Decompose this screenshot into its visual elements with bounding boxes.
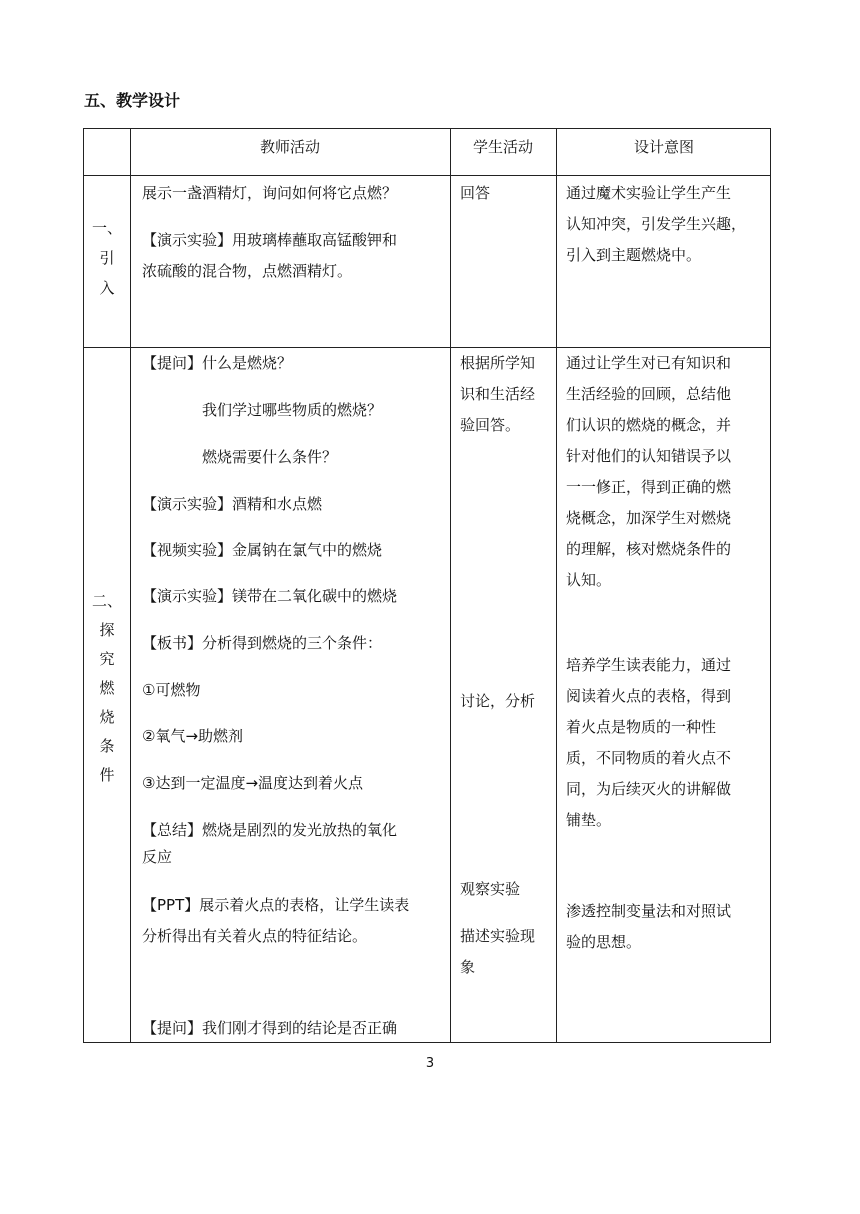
stage-char: 入 bbox=[99, 279, 115, 297]
intent-line: 通过魔术实验让学生产生 bbox=[566, 184, 732, 202]
intent-line: 针对他们的认知错误予以 bbox=[566, 447, 732, 465]
intent-line: 阅读着火点的表格，得到 bbox=[566, 687, 732, 705]
intent-line: 引入到主题燃烧中。 bbox=[566, 246, 702, 264]
intent-line: 培养学生读表能力，通过 bbox=[566, 656, 732, 674]
student-line: 回答 bbox=[460, 184, 491, 202]
student-line: 验回答。 bbox=[460, 416, 521, 434]
student-line: 观察实验 bbox=[460, 880, 521, 898]
intent-line: 认知。 bbox=[566, 571, 612, 589]
teacher-line: 【演示实验】用玻璃棒蘸取高锰酸钾和 bbox=[142, 231, 398, 249]
intent-line: 生活经验的回顾，总结他 bbox=[566, 385, 732, 403]
intent-line: 着火点是物质的一种性 bbox=[566, 718, 717, 736]
teacher-line: ①可燃物 bbox=[142, 681, 201, 699]
teacher-line: 【提问】我们刚才得到的结论是否正确 bbox=[142, 1019, 398, 1037]
stage-char: 引 bbox=[99, 249, 115, 267]
teacher-line: 【提问】什么是燃烧？ bbox=[142, 354, 293, 372]
table-divider bbox=[556, 129, 557, 1042]
stage-char: 一、 bbox=[91, 219, 122, 237]
stage-char: 探 bbox=[99, 621, 115, 639]
header-student-activity: 学生活动 bbox=[472, 138, 533, 156]
teacher-line: 【演示实验】镁带在二氧化碳中的燃烧 bbox=[142, 587, 398, 605]
page-number: 3 bbox=[425, 1056, 435, 1071]
teaching-design-table bbox=[83, 128, 771, 1043]
intent-line: 一一修正，得到正确的燃 bbox=[566, 478, 732, 496]
header-design-intent: 设计意图 bbox=[633, 138, 694, 156]
intent-line: 铺垫。 bbox=[566, 811, 612, 829]
student-line: 识和生活经 bbox=[460, 385, 536, 403]
teacher-line: 【总结】燃烧是剧烈的发光放热的氧化 bbox=[142, 821, 398, 839]
teacher-line: ③达到一定温度→温度达到着火点 bbox=[142, 774, 364, 792]
header-teacher-activity: 教师活动 bbox=[259, 138, 320, 156]
teacher-line: 分析得出有关着火点的特征结论。 bbox=[142, 927, 368, 945]
teacher-line: ②氧气→助燃剂 bbox=[142, 727, 244, 745]
stage-char: 燃 bbox=[99, 679, 115, 697]
table-divider bbox=[450, 129, 451, 1042]
intent-line: 认知冲突，引发学生兴趣， bbox=[566, 215, 747, 233]
stage-label-intro bbox=[85, 213, 129, 303]
intent-line: 同，为后续灭火的讲解做 bbox=[566, 780, 732, 798]
teacher-line: 燃烧需要什么条件？ bbox=[202, 448, 338, 466]
intent-line: 验的思想。 bbox=[566, 933, 642, 951]
stage-char: 二、 bbox=[91, 592, 122, 610]
student-line: 讨论，分析 bbox=[460, 692, 536, 710]
teacher-line: 反应 bbox=[142, 848, 173, 866]
stage-char: 条 bbox=[99, 737, 115, 755]
stage-label-explore bbox=[85, 587, 129, 790]
teacher-line: 【板书】分析得到燃烧的三个条件： bbox=[142, 634, 383, 652]
intent-line: 渗透控制变量法和对照试 bbox=[566, 902, 732, 920]
table-divider bbox=[130, 129, 131, 1042]
intent-line: 通过让学生对已有知识和 bbox=[566, 354, 732, 372]
teacher-line: 我们学过哪些物质的燃烧？ bbox=[202, 401, 383, 419]
stage-char: 件 bbox=[99, 766, 115, 784]
intent-line: 烧概念，加深学生对燃烧 bbox=[566, 509, 732, 527]
student-line: 根据所学知 bbox=[460, 354, 536, 372]
stage-char: 究 bbox=[99, 650, 115, 668]
teacher-line: 【PPT】展示着火点的表格，让学生读表 bbox=[142, 896, 410, 914]
teacher-line: 展示一盏酒精灯，询问如何将它点燃？ bbox=[142, 184, 398, 202]
intent-line: 质，不同物质的着火点不 bbox=[566, 749, 732, 767]
teacher-line: 【视频实验】金属钠在氯气中的燃烧 bbox=[142, 541, 383, 559]
student-line: 描述实验现 bbox=[460, 927, 536, 945]
intent-line: 们认识的燃烧的概念，并 bbox=[566, 416, 732, 434]
student-line: 象 bbox=[460, 958, 476, 976]
teacher-line: 【演示实验】酒精和水点燃 bbox=[142, 495, 323, 513]
table-divider bbox=[84, 175, 770, 176]
stage-char: 烧 bbox=[99, 708, 115, 726]
teacher-line: 浓硫酸的混合物，点燃酒精灯。 bbox=[142, 262, 353, 280]
intent-line: 的理解，核对燃烧条件的 bbox=[566, 540, 732, 558]
section-title: 五、教学设计 bbox=[84, 91, 181, 110]
